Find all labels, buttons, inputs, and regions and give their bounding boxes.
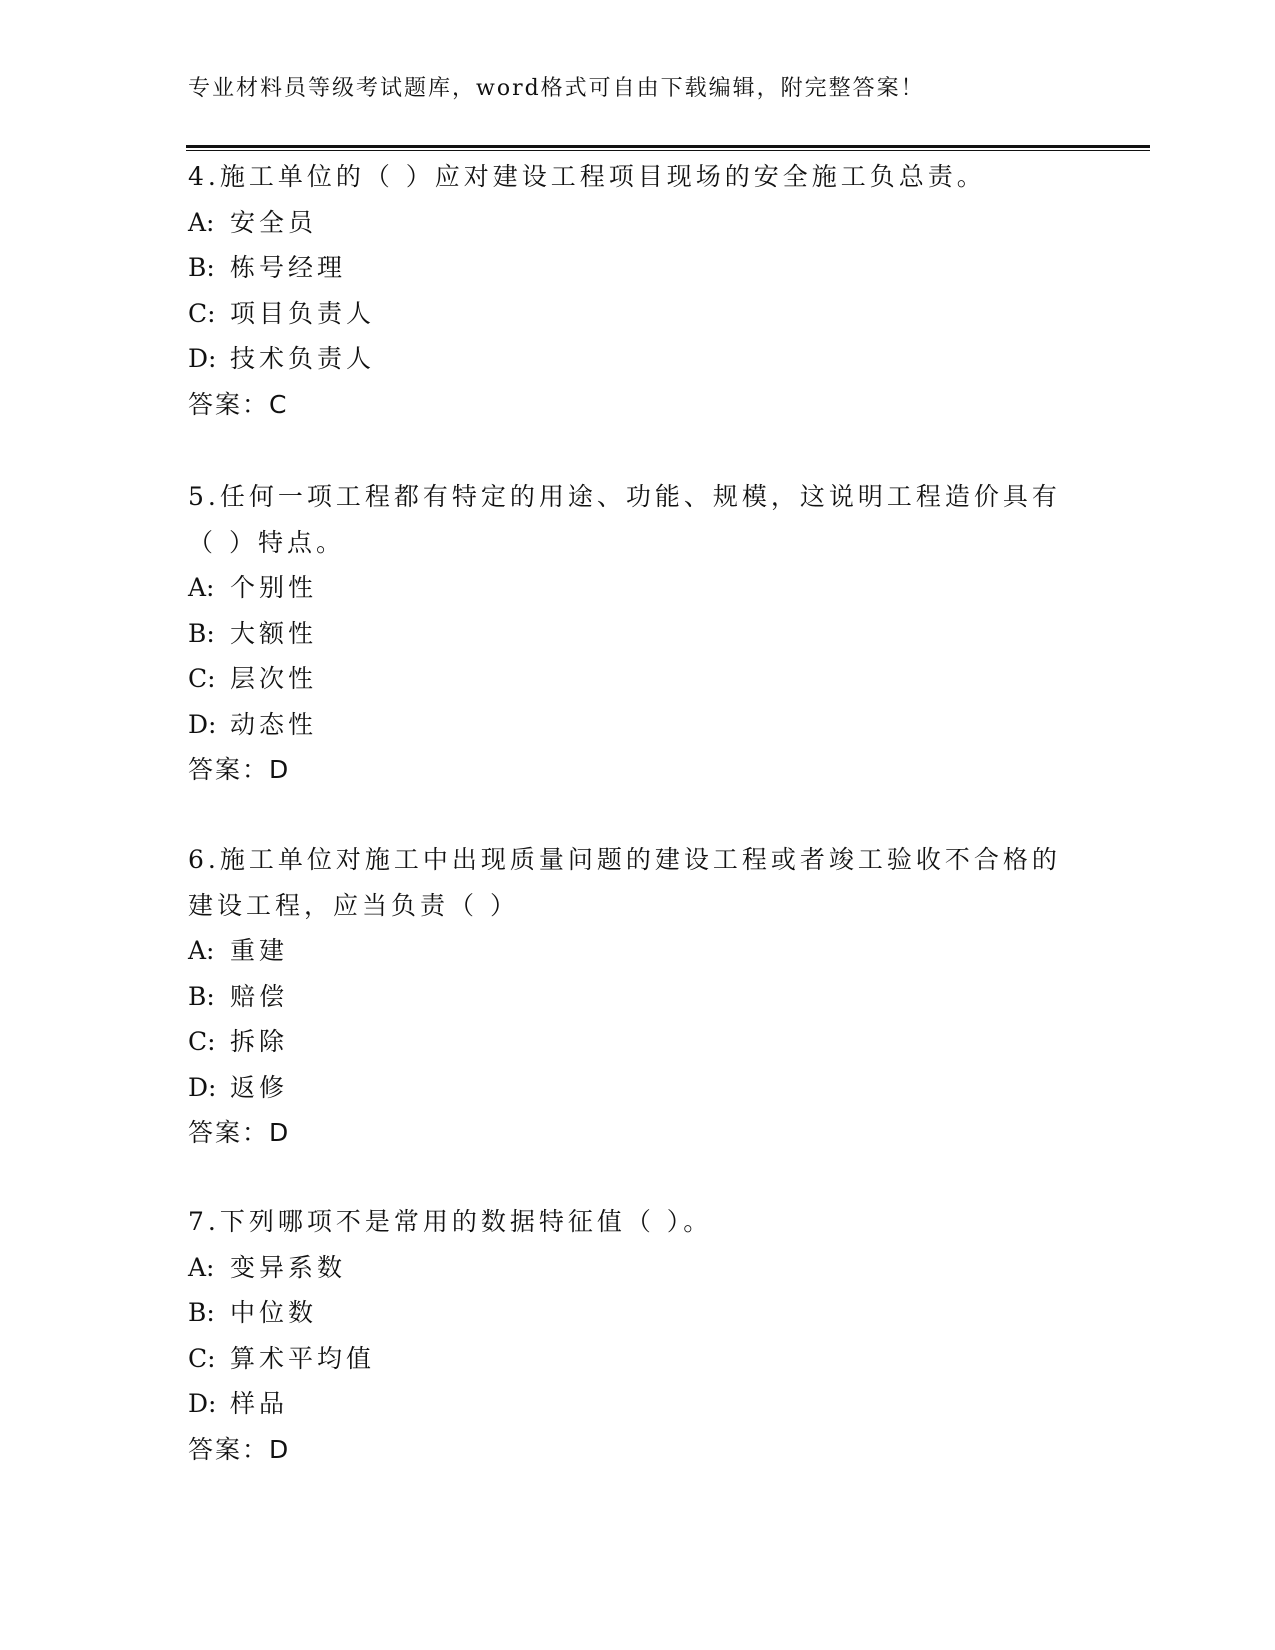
option-b xyxy=(188,245,1088,291)
option-text: 技术负责人 xyxy=(230,344,376,373)
option-label: B: xyxy=(188,981,215,1011)
option-c xyxy=(188,1336,1088,1382)
question-stem: 4.施工单位的（ ）应对建设工程项目现场的安全施工负总责。 xyxy=(188,162,986,191)
option-label: C: xyxy=(188,1343,216,1373)
option-label: B: xyxy=(188,253,215,282)
option-a xyxy=(188,565,1088,611)
option-text: 栋号经理 xyxy=(230,253,347,282)
option-a xyxy=(188,1245,1088,1291)
divider-thick-line xyxy=(186,145,1150,148)
option-text: 安全员 xyxy=(230,207,318,237)
option-text: 拆除 xyxy=(230,1027,289,1056)
option-label: B: xyxy=(188,618,215,648)
option-text: 赔偿 xyxy=(230,981,289,1011)
answer-line: 答案：C xyxy=(188,389,289,419)
option-b xyxy=(188,1290,1088,1336)
option-text: 重建 xyxy=(230,936,289,965)
question-stem-continued: 建设工程，应当负责（ ） xyxy=(188,890,519,920)
option-label: A: xyxy=(188,936,215,965)
option-text: 中位数 xyxy=(230,1298,318,1327)
question-stem: 6.施工单位对施工中出现质量问题的建设工程或者竣工验收不合格的 xyxy=(188,845,1061,874)
option-c xyxy=(188,291,1088,337)
question-5 xyxy=(188,474,1088,793)
option-label: A: xyxy=(188,207,215,237)
question-stem: 7.下列哪项不是常用的数据特征值（ ）。 xyxy=(188,1207,713,1236)
question-6 xyxy=(188,837,1088,1156)
option-text: 动态性 xyxy=(230,709,318,739)
option-text: 算术平均值 xyxy=(230,1343,376,1373)
option-b xyxy=(188,611,1088,657)
option-label: B: xyxy=(188,1298,215,1327)
option-c xyxy=(188,656,1088,702)
question-stem-continued: （ ）特点。 xyxy=(188,527,345,557)
option-d xyxy=(188,702,1088,748)
option-b xyxy=(188,974,1088,1020)
option-label: C: xyxy=(188,664,216,693)
option-label: D: xyxy=(188,1072,217,1102)
answer-line: 答案：D xyxy=(188,1118,291,1147)
header-divider xyxy=(186,145,1150,152)
option-text: 项目负责人 xyxy=(230,298,376,328)
option-c xyxy=(188,1019,1088,1065)
option-d xyxy=(188,336,1088,382)
option-label: A: xyxy=(188,1252,215,1282)
option-label: D: xyxy=(188,344,217,373)
option-text: 层次性 xyxy=(230,664,318,693)
option-text: 变异系数 xyxy=(230,1252,347,1282)
option-a xyxy=(188,200,1088,246)
option-text: 大额性 xyxy=(230,618,318,648)
option-label: A: xyxy=(188,573,215,602)
option-d xyxy=(188,1065,1088,1111)
option-label: C: xyxy=(188,1027,216,1056)
option-a xyxy=(188,928,1088,974)
divider-thin-line xyxy=(186,150,1150,151)
page-header: 专业材料员等级考试题库，word格式可自由下载编辑，附完整答案！ xyxy=(188,76,925,101)
answer-line: 答案：D xyxy=(188,755,291,784)
question-stem: 5.任何一项工程都有特定的用途、功能、规模，这说明工程造价具有 xyxy=(188,482,1061,511)
option-text: 返修 xyxy=(230,1072,289,1102)
option-text: 样品 xyxy=(230,1389,289,1418)
option-label: C: xyxy=(188,298,216,328)
question-4 xyxy=(188,154,1088,427)
answer-line: 答案：D xyxy=(188,1434,291,1464)
option-label: D: xyxy=(188,709,217,739)
option-text: 个别性 xyxy=(230,573,318,602)
option-label: D: xyxy=(188,1389,217,1418)
option-d xyxy=(188,1381,1088,1427)
question-7 xyxy=(188,1199,1088,1472)
